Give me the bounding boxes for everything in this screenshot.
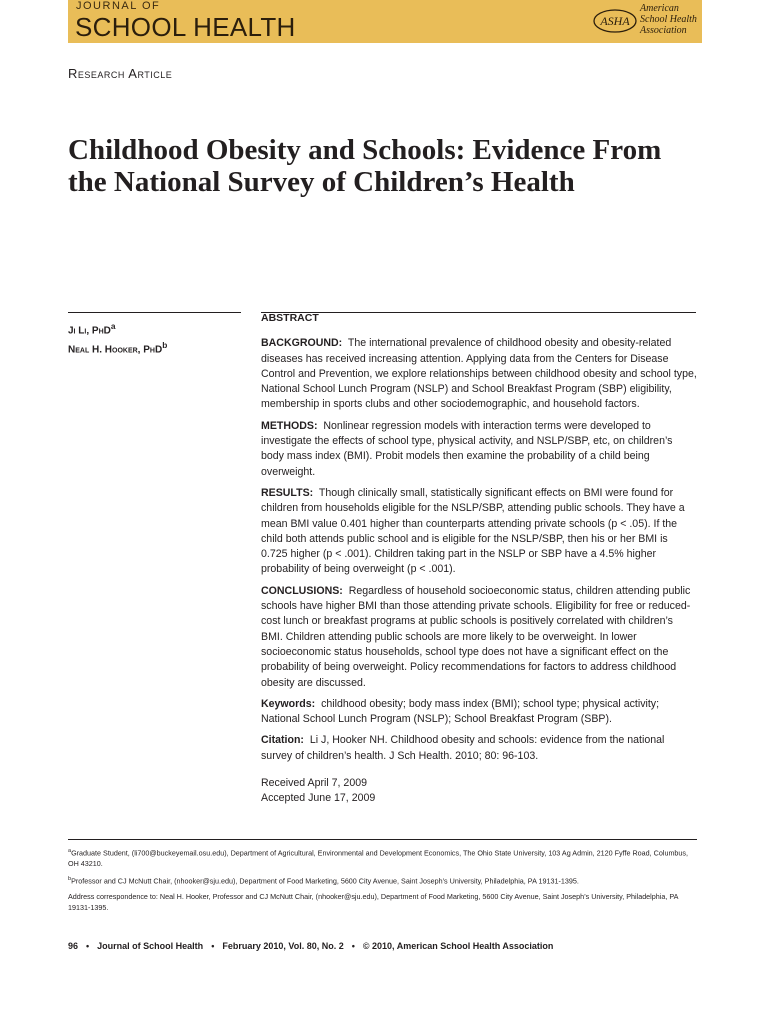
footnote: Address correspondence to: Neal H. Hooker, Professor and CJ McNutt Chair, (nhooker@sju.edu), Department of Food Marketing, 5600 City Avenue, Saint Joseph’s University, Philadelphia, PA 19131-1395. bbox=[68, 892, 679, 912]
accepted-date: Accepted June 17, 2009 bbox=[261, 792, 376, 805]
author: Neal H. Hooker, PhD$^b$ bbox=[68, 340, 168, 356]
received-date: Received April 7, 2009 bbox=[261, 777, 368, 790]
page-number: 96 bbox=[68, 941, 79, 951]
author-mark: a bbox=[110, 321, 116, 331]
asha-logo bbox=[592, 6, 638, 36]
abstract-citation: Citation: Li J, Hooker NH. Childhood obesity and schools: evidence from the national survey of children’s health. J Sch Health. 2010; 80: 96-103. bbox=[261, 734, 665, 762]
article-title: Childhood Obesity and Schools: Evidence From the National Survey of Children’s Health bbox=[68, 134, 662, 198]
abstract-heading: ABSTRACT bbox=[261, 312, 319, 324]
association-line-1: American bbox=[640, 3, 679, 14]
author-mark: b bbox=[162, 340, 168, 351]
footer-issue: February 2010, Vol. 80, No. 2 bbox=[222, 941, 344, 951]
journal-banner bbox=[68, 0, 702, 43]
journal-name: SCHOOL HEALTH bbox=[75, 12, 296, 42]
footnotes bbox=[68, 846, 700, 918]
abstract-background: BACKGROUND: The international prevalence of childhood obesity and obesity-related diseases has received increasing attention. Applying data from the Centers for Disease Control and Prevention, we explore relationships between childhood obesity and school type, National School Lunch Program (NSLP) and School Breakfast Program (SBP) eligibility, membership in sports clubs and other sociodemographic, and household factors. bbox=[261, 337, 697, 411]
received-dates bbox=[261, 776, 697, 807]
association-line-2: School Health bbox=[640, 14, 697, 25]
association-line-3: Association bbox=[640, 25, 687, 36]
bullet-icon: • bbox=[351, 941, 355, 951]
abstract-keywords: Keywords: childhood obesity; body mass index (BMI); school type; physical activity; National School Lunch Program (NSLP); School Breakfast Program (SBP). bbox=[261, 697, 660, 726]
abstract-results: RESULTS: Though clinically small, statistically significant effects on BMI were found for children from households eligible for the NSLP/SBP, attending public schools. They have a mean BMI value 0.401 higher than counterparts attending private schools (p < .05). If the child both attends public school and is eligible for the NSLP/SBP, then his or her BMI is 0.725 higher (p < .001). Children taking part in the NSLP or SBP have a 4.5% higher probability of being overweight (p < .001). bbox=[261, 486, 685, 576]
author-rule bbox=[68, 312, 241, 313]
abstract-methods: METHODS: Nonlinear regression models with interaction terms were developed to investigate the effects of school type, physical activity, and NSLP/SBP, etc, on children’s body mass index (BMI). Probit models then examine the probability of a child being overweight. bbox=[261, 419, 673, 478]
footer-copyright: © 2010, American School Health Association bbox=[362, 941, 554, 951]
abstract bbox=[261, 311, 697, 807]
author: Ji Li, PhD$^a$ bbox=[68, 321, 116, 337]
association-name bbox=[640, 3, 697, 36]
abstract-conclusions: CONCLUSIONS: Regardless of household socioeconomic status, children attending public schools have higher BMI than those attending private schools. Eligibility for free or reduced-cost lunch or breakfast programs at public schools is positively correlated with children’s BMI. Children attending public schools are more likely to be overweight. In lower socioeconomic status households, school type does not have a significant effect on the probability of being overweight. Policy recommendations for factors to address childhood obesity are discussed. bbox=[261, 584, 691, 689]
article-type: Research Article bbox=[68, 66, 173, 81]
page-footer bbox=[68, 941, 553, 951]
footer-journal: Journal of School Health bbox=[97, 941, 204, 951]
author-list bbox=[68, 319, 167, 358]
journal-name-small: JOURNAL OF bbox=[76, 0, 161, 12]
bullet-icon: • bbox=[211, 941, 215, 951]
bullet-icon: • bbox=[86, 941, 90, 951]
footnote: $^a$Graduate Student, (li700@buckeyemail.osu.edu), Department of Agricultural, Environmental and Development Economics, The Ohio State University, 103 Ag Admin, 2120 Fyffe Road, Columbus, OH 43210. bbox=[68, 848, 689, 868]
footnote-rule bbox=[68, 839, 697, 840]
asha-logo-text: ASHA bbox=[600, 14, 630, 28]
footnote: $^b$Professor and CJ McNutt Chair, (nhooker@sju.edu), Department of Food Marketing, 5600 City Avenue, Saint Joseph’s University, Philadelphia, PA 19131-1395. bbox=[68, 876, 579, 886]
